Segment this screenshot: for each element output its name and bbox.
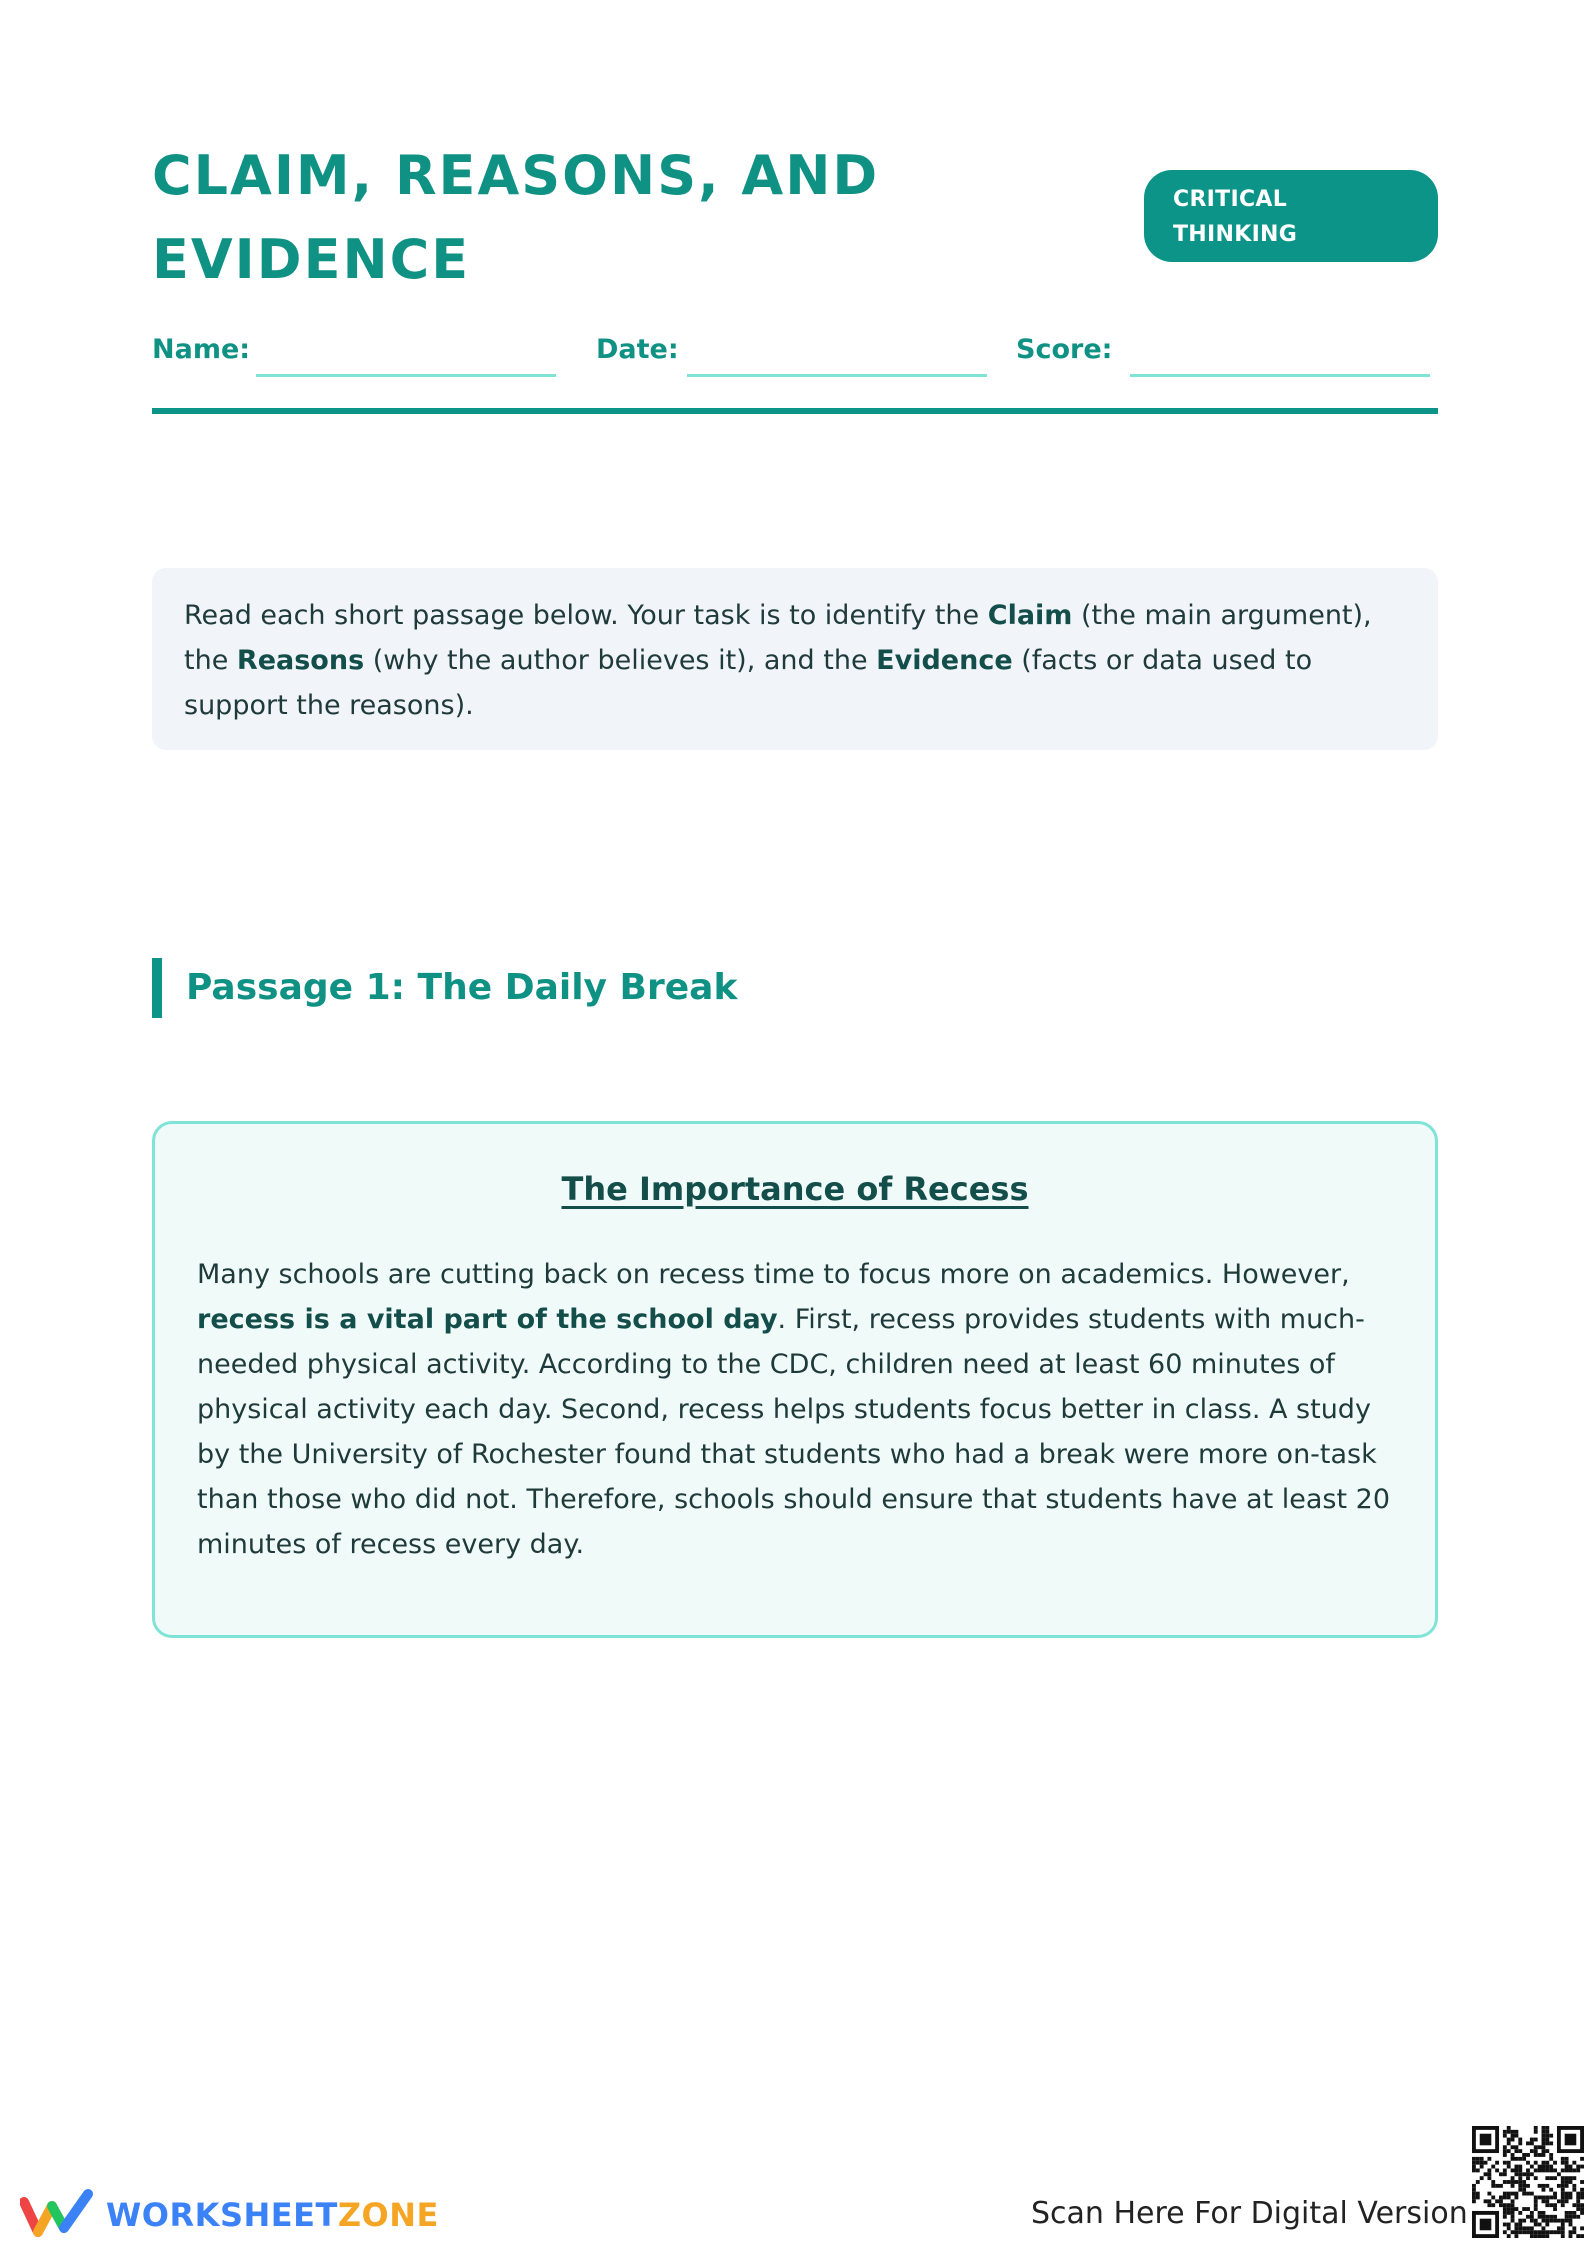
instructions-text-3: (why the author believes it), and the	[364, 645, 877, 676]
worksheetzone-logo-icon	[20, 2188, 96, 2238]
subject-badge	[1144, 170, 1438, 262]
instructions-claim-term: Claim	[987, 600, 1073, 631]
instructions-text-1: Read each short passage below. Your task is to identify the	[184, 600, 988, 631]
passage-box	[152, 1121, 1438, 1638]
title-line-2: EVIDENCE	[152, 228, 471, 291]
name-field[interactable]	[256, 374, 556, 377]
worksheetzone-logo[interactable]	[20, 2188, 440, 2238]
passage-1-heading: Passage 1: The Daily Break	[152, 958, 737, 1018]
brand-name	[106, 2196, 439, 2234]
badge-line-2: THINKING	[1173, 222, 1298, 247]
date-field[interactable]	[687, 374, 987, 377]
brand-name-part-1: WORKSHEET	[106, 2196, 338, 2234]
score-label: Score:	[1016, 334, 1113, 365]
instructions-box	[152, 568, 1438, 750]
worksheet-title	[152, 134, 912, 302]
passage-text-2: . First, recess provides students with much-needed physical activity. According to the CDC, children need at least 60 minutes of physical activity each day. Second, recess helps students focus better in class. A study by the University of Rochester found that students who had a break were more on-task than those who did not. Therefore, schools should ensure that students have at least 20 minutes of recess every day.	[197, 1304, 1391, 1560]
student-info-fields	[152, 334, 1438, 380]
title-line-1: CLAIM, REASONS, AND	[152, 144, 880, 207]
score-field[interactable]	[1130, 374, 1430, 377]
passage-claim-bold: recess is a vital part of the school day	[197, 1304, 778, 1335]
date-label: Date:	[596, 334, 679, 365]
passage-title: The Importance of Recess	[561, 1170, 1029, 1208]
name-label: Name:	[152, 334, 251, 365]
qr-code-icon[interactable]	[1472, 2126, 1584, 2238]
instructions-reasons-term: Reasons	[236, 645, 365, 676]
badge-line-1: CRITICAL	[1173, 187, 1288, 212]
scan-instruction: Scan Here For Digital Version	[1031, 2196, 1468, 2231]
instructions-text-2: (the main argument), the	[184, 600, 1372, 676]
header-divider	[152, 408, 1438, 414]
brand-name-part-2: ZONE	[337, 2196, 439, 2234]
instructions-evidence-term: Evidence	[876, 645, 1013, 676]
passage-text-1: Many schools are cutting back on recess time to focus more on academics. However,	[197, 1259, 1350, 1290]
instructions-text-4: (facts or data used to support the reasons).	[184, 645, 1313, 721]
passage-body	[197, 1252, 1407, 1567]
